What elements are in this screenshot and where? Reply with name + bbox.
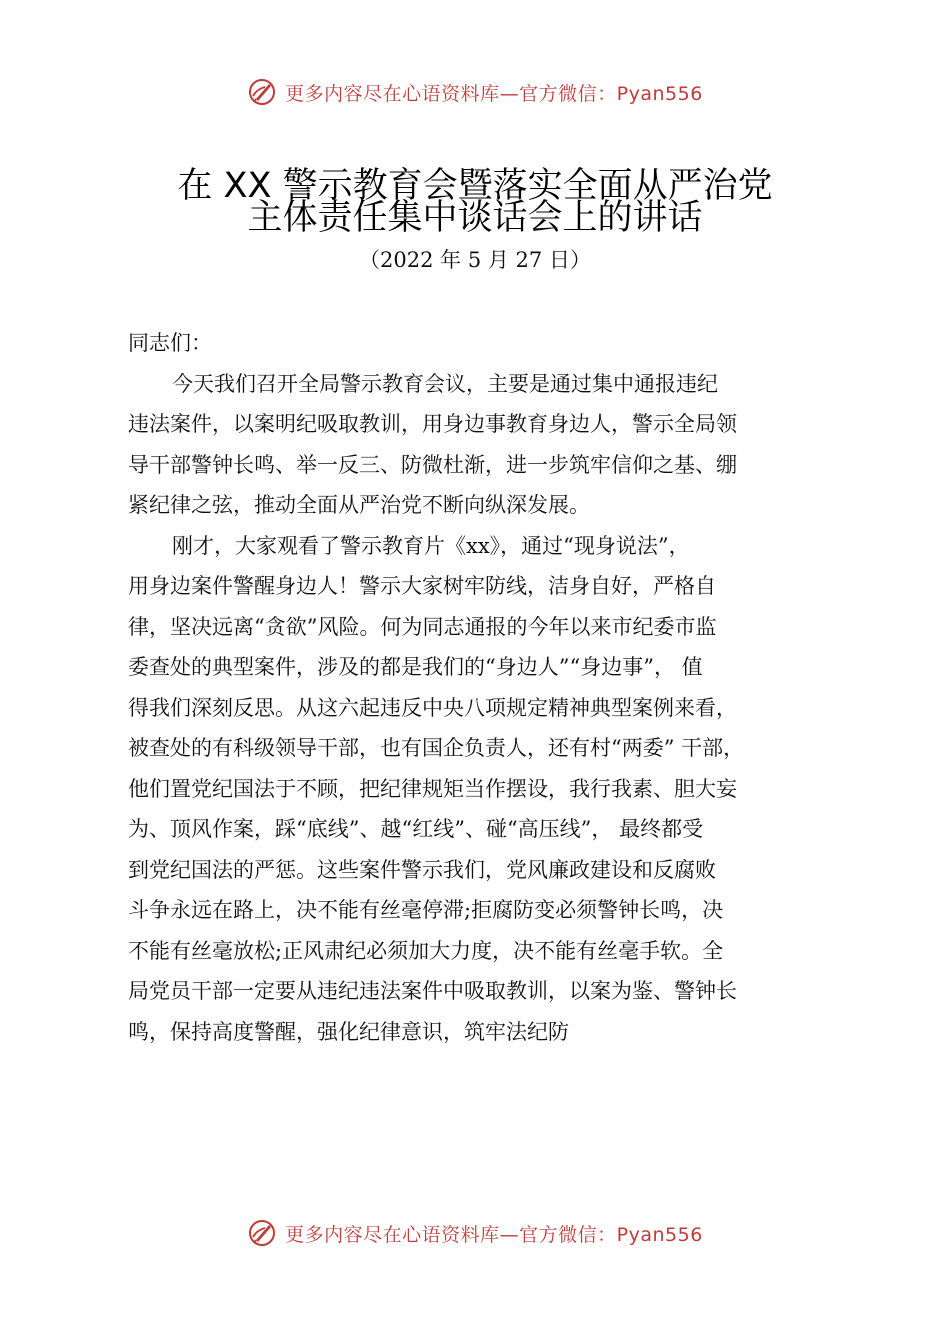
paragraph-line: 违法案件，以案明纪吸取教训，用身边事教育身边人，警示全局领	[128, 412, 737, 436]
paragraph-line: 他们置党纪国法于不顾，把纪律规矩当作摆设，我行我素、胆大妄	[128, 776, 737, 801]
document-body	[128, 323, 840, 1052]
paragraph-line: 斗争永远在路上，决不能有丝毫停滞;拒腐防变必须警钟长鸣，决	[128, 898, 724, 922]
paragraph-line: 律，坚决远离“贪欲”风险。何为同志通报的今年以来市纪委市监	[128, 614, 717, 639]
paragraph-line: 鸣，保持高度警醒，强化纪律意识，筑牢法纪防	[128, 1019, 569, 1044]
paragraph-line: 紧纪律之弦，推动全面从严治党不断向纵深发展。	[128, 493, 590, 517]
document-date: （2022 年 5 月 27 日）	[359, 248, 591, 272]
paragraph-line: 刚才，大家观看了警示教育片《xx》，通过“现身说法”，	[172, 533, 690, 558]
quill-pen-logo-icon	[247, 1218, 277, 1248]
header-watermark-banner	[0, 74, 950, 110]
header-watermark-text: 更多内容尽在心语资料库—官方微信：Pyan556	[285, 82, 703, 105]
paragraph-2	[128, 526, 840, 1053]
paragraph-line: 用身边案件警醒身边人！警示大家树牢防线，洁身自好，严格自	[128, 574, 716, 598]
paragraph-line: 局党员干部一定要从违纪违法案件中吸取教训，以案为鉴、警钟长	[128, 979, 737, 1003]
footer-watermark-banner	[0, 1215, 950, 1251]
paragraph-1	[128, 364, 840, 526]
quill-pen-logo-icon	[247, 77, 277, 107]
paragraph-line: 委查处的典型案件，涉及的都是我们的“身边人”“身边事”， 值	[128, 655, 703, 679]
paragraph-line: 得我们深刻反思。从这六起违反中央八项规定精神典型案例来看，	[128, 695, 737, 720]
paragraph-line: 不能有丝毫放松;正风肃纪必须加大力度，决不能有丝毫手软。全	[128, 938, 724, 963]
salutation: 同志们：	[128, 331, 212, 355]
paragraph-line: 被查处的有科级领导干部，也有国企负责人，还有村“两委” 干部，	[128, 736, 745, 760]
paragraph-line: 今天我们召开全局警示教育会议，主要是通过集中通报违纪	[172, 371, 718, 396]
paragraph-line: 到党纪国法的严惩。这些案件警示我们，党风廉政建设和反腐败	[128, 857, 716, 882]
footer-watermark-text: 更多内容尽在心语资料库—官方微信：Pyan556	[285, 1223, 703, 1246]
paragraph-line: 为、顶风作案，踩“底线”、越“红线”、碰“高压线”， 最终都受	[128, 817, 704, 841]
document-title-line-1: 在 XX 警示教育会暨落实全面从严治党	[177, 166, 773, 206]
paragraph-line: 导干部警钟长鸣、举一反三、防微杜渐，进一步筑牢信仰之基、绷	[128, 452, 737, 477]
document-title-line-2: 主体责任集中谈话会上的讲话	[247, 198, 703, 238]
